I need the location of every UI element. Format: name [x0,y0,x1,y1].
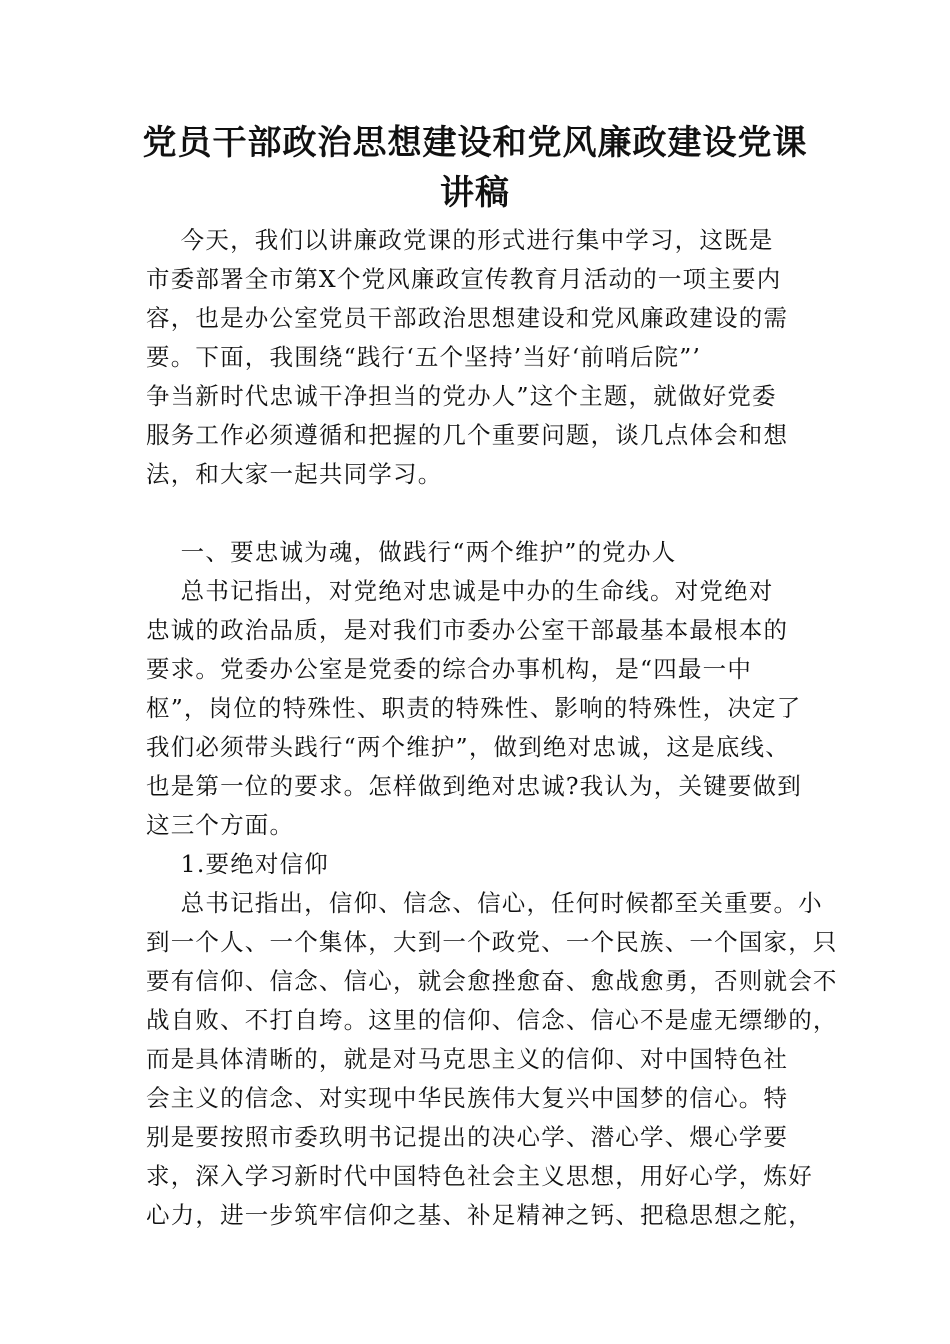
intro-line: 法，和大家一起共同学习。 [146,460,443,488]
subsection-line: 总书记指出，信仰、信念、信心，任何时候都至关重要。小 [146,889,823,917]
intro-line: 容，也是办公室党员干部政治思想建设和党风廉政建设的需 [146,304,789,332]
blank-line [146,494,806,533]
subsection-line: 到一个人、一个集体，大到一个政党、一个民族、一个国家，只 [146,928,838,956]
document-body [146,221,838,1235]
subsection-line: 而是具体清晰的，就是对马克思主义的信仰、对中国特色社 [146,1045,789,1073]
section-line: 也是第一位的要求。怎样做到绝对忠诚?我认为，关键要做到 [146,772,802,800]
intro-line: 要。下面，我围绕“践行‘五个坚持’当好‘前哨后院”’ [146,343,702,371]
intro-line: 争当新时代忠诚干净担当的党办人”这个主题，就做好党委 [146,382,777,410]
document-title-line-1: 党员干部政治思想建设和党风廉政建设党课 [142,123,808,163]
section-line: 要求。党委办公室是党委的综合办事机构，是“四最一中 [146,655,753,683]
section-heading: 一、要忠诚为魂，做践行“两个维护”的党办人 [146,538,677,566]
section-line: 这三个方面。 [146,811,295,839]
section-line: 我们必须带头践行“两个维护”，做到绝对忠诚，这是底线、 [146,733,790,761]
intro-line: 市委部署全市第X个党风廉政宣传教育月活动的一项主要内 [146,265,782,293]
subsection-line: 求，深入学习新时代中国特色社会主义思想，用好心学，炼好 [146,1162,813,1190]
subsection-line: 心力，进一步筑牢信仰之基、补足精神之钙、把稳思想之舵， [146,1201,813,1229]
subsection-heading: 1.要绝对信仰 [146,850,330,878]
section-line: 总书记指出，对党绝对忠诚是中办的生命线。对党绝对 [146,577,774,605]
subsection-line: 别是要按照市委玖明书记提出的决心学、潜心学、煨心学要 [146,1123,789,1151]
document-title-line-2: 讲稿 [440,173,510,213]
intro-line: 今天，我们以讲廉政党课的形式进行集中学习，这既是 [146,226,774,254]
subsection-line: 战自败、不打自垮。这里的信仰、信念、信心不是虚无缥缈的， [146,1006,838,1034]
intro-line: 服务工作必须遵循和把握的几个重要问题，谈几点体会和想 [146,421,789,449]
subsection-line: 会主义的信念、对实现中华民族伟大复兴中国梦的信心。特 [146,1084,789,1112]
subsection-line: 要有信仰、信念、信心，就会愈挫愈奋、愈战愈勇，否则就会不 [146,967,838,995]
section-line: 枢”，岗位的特殊性、职责的特殊性、影响的特殊性，决定了 [146,694,802,722]
section-line: 忠诚的政治品质，是对我们市委办公室干部最基本最根本的 [146,616,789,644]
